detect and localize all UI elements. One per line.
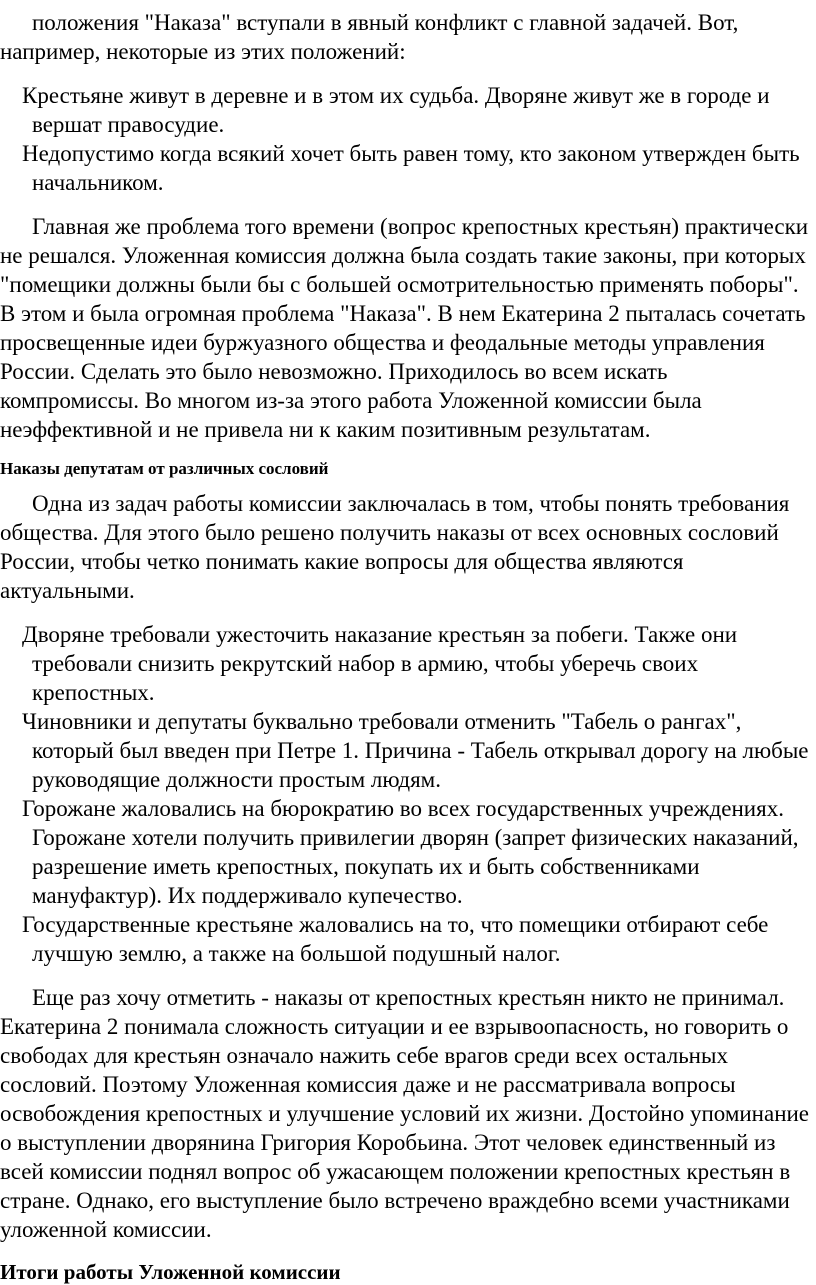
demands-list [0,620,810,968]
section-heading-results: Итоги работы Уложенной комиссии [0,1260,341,1284]
paragraph-serfs: Еще раз хочу отметить - наказы от крепостных крестьян никто не принимал. Екатерина 2 понимала сложность ситуации и ее взрывоопасность, но говорить о свободах для крестьян означало нажить себе врагов среди всех остальных сословий. Поэтому Уложенная комиссия даже и не рассматривала вопросы освобождения крепостных и улучшение условий их жизни. Достойно упоминание о выступлении дворянина Григория Коробьина. Этот человек единственный из всей комиссии поднял вопрос об ужасающем положении крепостных крестьян в стране. Однако, его выступление было встречено враждебно всеми участниками уложенной комиссии. [0,985,810,1242]
list-item: Недопустимо когда всякий хочет быть равен тому, кто законом утвержден быть начальником. [22,141,800,195]
provisions-list [0,81,810,197]
intro-paragraph: положения "Наказа" вступали в явный конфликт с главной задачей. Вот, например, некоторые из этих положений: [0,10,739,64]
list-item: Чиновники и депутаты буквально требовали отменить "Табель о рангах", который был введен при Петре 1. Причина - Табель открывал дорогу на любые руководящие должности простым людям. [22,709,809,792]
list-item: Государственные крестьяне жаловались на то, что помещики отбирают себе лучшую землю, а также на большой подушный налог. [22,912,769,966]
list-item: Горожане жаловались на бюрократию во всех государственных учреждениях. Горожане хотели получить привилегии дворян (запрет физических наказаний, разрешение иметь крепостных, покупать их и быть собственниками мануфактур). Их поддерживало купечество. [22,796,799,908]
section-heading-mandates: Наказы депутатам от различных сословий [0,459,329,478]
paragraph-mandates: Одна из задач работы комиссии заключалась в том, чтобы понять требования общества. Для этого было решено получить наказы от всех основных сословий России, чтобы четко понимать какие вопросы для общества являются актуальными. [0,491,790,603]
paragraph-main-problem: Главная же проблема того времени (вопрос крепостных крестьян) практически не решался. Уложенная комиссия должна была создать такие законы, при которых "помещики должны были бы с большей осмотрительностью применять поборы". В этом и была огромная проблема "Наказа". В нем Екатерина 2 пыталась сочетать просвещенные идеи буржуазного общества и феодальные методы управления России. Сделать это было невозможно. Приходилось во всем искать компромиссы. Во многом из-за этого работа Уложенной комиссии была неэффективной и не привела ни к каким позитивным результатам. [0,214,809,442]
list-item: Крестьяне живут в деревне и в этом их судьба. Дворяне живут же в городе и вершат правосудие. [22,83,770,137]
list-item: Дворяне требовали ужесточить наказание крестьян за побеги. Также они требовали снизить рекрутский набор в армию, чтобы уберечь своих крепостных. [22,622,738,705]
